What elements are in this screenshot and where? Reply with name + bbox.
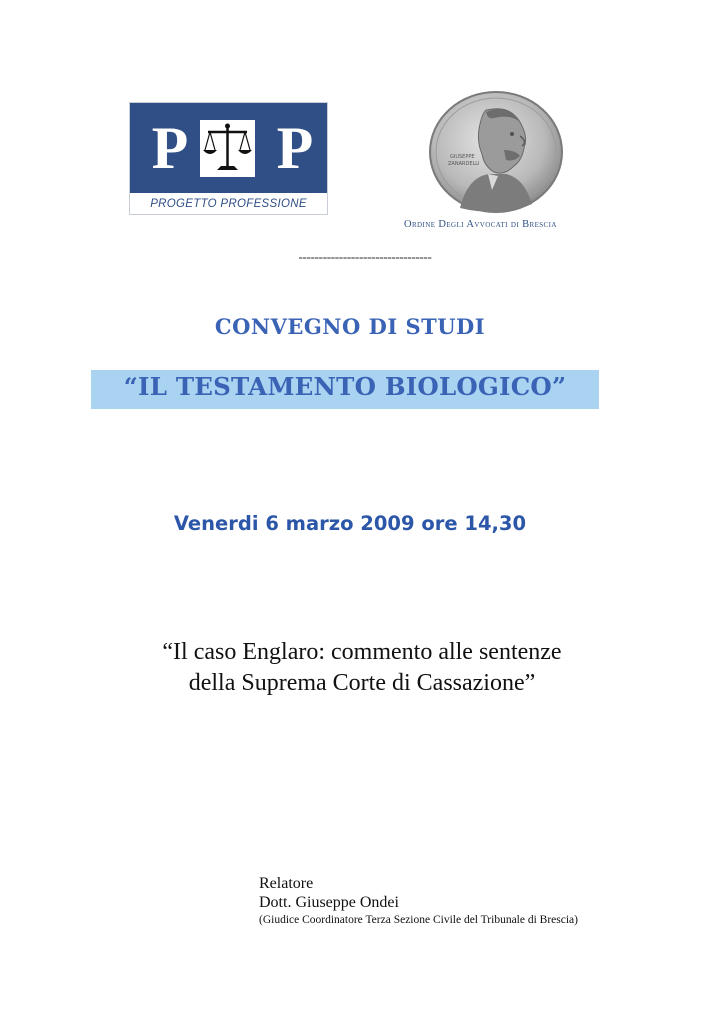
talk-title [90, 637, 634, 699]
event-type-heading: CONVEGNO DI STUDI [214, 314, 486, 339]
logo-caption: PROGETTO PROFESSIONE [130, 192, 327, 215]
event-date: Venerdi 6 marzo 2009 ore 14,30 [173, 512, 527, 535]
ordine-avvocati-caption: Ordine Degli Avvocati di Brescia [404, 219, 557, 230]
logo-letter-p-right: P [276, 115, 314, 181]
separator-line: --------------------------------- [298, 249, 432, 264]
medallion-inscription: GIUSEPPE [450, 154, 475, 160]
talk-title-line-1: “Il caso Englaro: commento alle sentenze [162, 639, 562, 665]
zanardelli-medallion [428, 90, 564, 214]
speaker-name: Dott. Giuseppe Ondei [259, 894, 399, 911]
svg-text:ZANARDELLI: ZANARDELLI [448, 161, 480, 167]
talk-title-line-2: della Suprema Corte di Cassazione” [188, 670, 536, 696]
scales-of-justice-icon [200, 120, 255, 177]
logo-letter-p-left: P [151, 115, 189, 181]
progetto-professione-logo [129, 102, 328, 215]
speaker-position: (Giudice Coordinatore Terza Sezione Civile del Tribunale di Brescia) [259, 914, 578, 926]
speaker-block [259, 874, 639, 928]
event-title: “IL TESTAMENTO BIOLOGICO” [123, 372, 567, 401]
logo-blue-panel [130, 103, 327, 192]
speaker-role: Relatore [259, 875, 314, 892]
